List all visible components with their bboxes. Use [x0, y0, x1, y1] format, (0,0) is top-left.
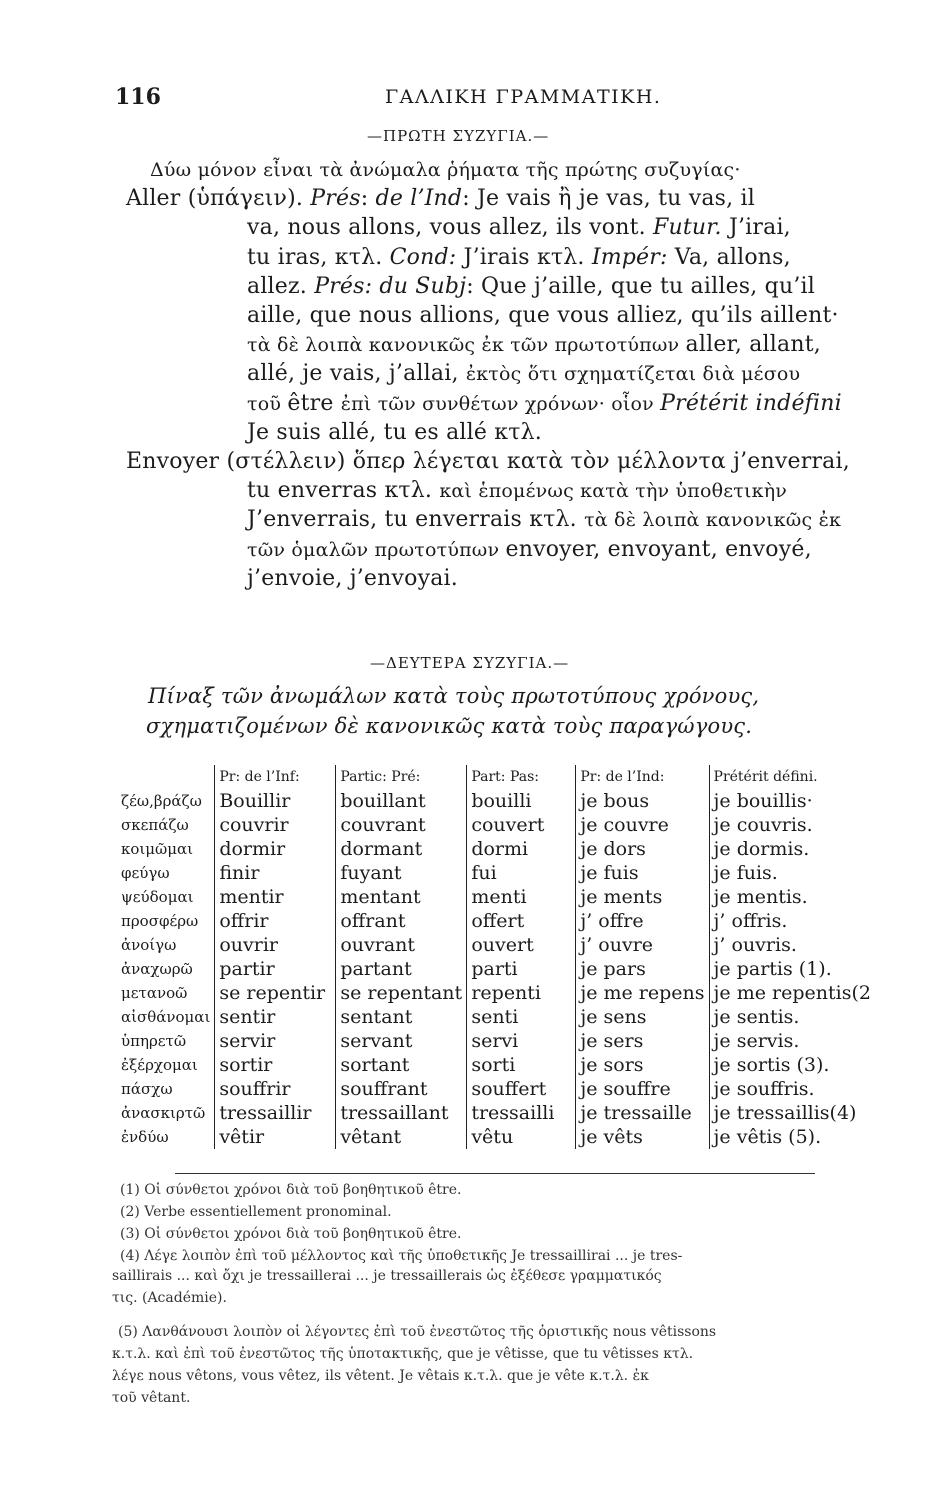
text-run: être — [287, 390, 341, 416]
text-line — [247, 215, 791, 240]
verb-form-cell: ouvrir — [215, 933, 336, 957]
table-row — [121, 909, 875, 933]
verb-form-cell: Bouillir — [215, 789, 336, 813]
greek-meaning-cell: ζέω,βράζω — [121, 792, 202, 810]
verb-form-cell: je sens — [576, 1005, 709, 1029]
page-header — [115, 84, 831, 114]
table-row — [121, 1029, 875, 1053]
verb-form-cell: je sentis. — [709, 1005, 875, 1029]
verb-form-cell: ouvert — [467, 933, 576, 957]
verb-form-cell: sentir — [215, 1005, 336, 1029]
table-row — [121, 981, 875, 1005]
text-run: tu iras, κτλ. — [247, 244, 390, 270]
column-header: Pr: de l’Ind: — [576, 765, 709, 789]
verb-form-cell: je fuis. — [709, 861, 875, 885]
text-run: allé, je vais, j’allai, — [247, 361, 466, 387]
text-run: ἐπὶ τῶν συνθέτων χρόνων· οἷον — [340, 392, 661, 415]
greek-meaning-cell: σκεπάζω — [121, 816, 189, 834]
verb-form-cell: je me repentis(2 — [709, 981, 875, 1005]
verb-form-cell: j’ offre — [576, 909, 709, 933]
text-line — [126, 186, 755, 211]
footnote-line: τις. (Académie). — [112, 1290, 227, 1306]
greek-meaning-cell: ἀναχωρῶ — [121, 960, 193, 978]
text-line — [247, 566, 458, 591]
verb-form-cell: je ments — [576, 885, 709, 909]
verb-form-cell: je vêts — [576, 1125, 709, 1149]
text-run: : Que j’aille, que tu ailles, qu’il — [466, 273, 815, 299]
table-row — [121, 1077, 875, 1101]
text-run: aller, allant, — [685, 332, 821, 358]
footnote-rule — [175, 1173, 815, 1174]
verb-form-cell: tressaillant — [336, 1101, 467, 1125]
text-run: Prétérit indéfini — [660, 390, 842, 416]
greek-meaning-cell: προσφέρω — [121, 912, 199, 930]
text-run: va, nous allons, vous allez, ils vont. — [247, 215, 654, 241]
text-run: de l’Ind — [375, 186, 463, 212]
section-heading-first-conjugation: —ΠΡΩΤΗ ΣΥΖΥΓΙΑ.— — [367, 127, 550, 145]
table-row — [121, 789, 875, 813]
verb-form-cell: vêtir — [215, 1125, 336, 1149]
footnote-line: τοῦ vêtant. — [112, 1390, 191, 1406]
table-row — [121, 1125, 875, 1149]
verb-form-cell: sentant — [336, 1005, 467, 1029]
verb-form-cell: vêtu — [467, 1125, 576, 1149]
table-caption-line-1: Πίναξ τῶν ἀνωμάλων κατὰ τοὺς πρωτοτύπους χρόνους, — [148, 684, 760, 708]
verb-form-cell: je couvre — [576, 813, 709, 837]
verb-form-cell: servant — [336, 1029, 467, 1053]
verb-form-cell: ouvrant — [336, 933, 467, 957]
page-number: 116 — [115, 84, 161, 110]
text-line — [247, 420, 542, 445]
verb-form-cell: je souffre — [576, 1077, 709, 1101]
greek-meaning-cell: ἐξέρχομαι — [121, 1056, 198, 1074]
footnote-line: κ.τ.λ. καὶ ἐπὶ τοῦ ἐνεστῶτος τῆς ὑποτακτικῆς, que je vêtisse, que tu vêtisses κτλ. — [112, 1346, 694, 1362]
verb-form-cell: je dormis. — [709, 837, 875, 861]
verb-form-cell: je sortis (3). — [709, 1053, 875, 1077]
text-line — [247, 391, 842, 416]
running-title: ΓΑΛΛΙΚΗ ΓΡΑΜΜΑΤΙΚΗ. — [385, 86, 662, 108]
column-header: Prétérit défini. — [709, 765, 875, 789]
verb-form-cell: j’ offris. — [709, 909, 875, 933]
verb-form-cell: repenti — [467, 981, 576, 1005]
verb-form-cell: bouilli — [467, 789, 576, 813]
text-run: καὶ ἑπομένως κατὰ τὴν ὑποθετικὴν — [439, 480, 788, 503]
verb-form-cell: menti — [467, 885, 576, 909]
text-run: envoyer, envoyant, envoyé, — [505, 536, 812, 562]
text-line — [247, 245, 791, 270]
text-run: Impér: — [591, 244, 668, 270]
footnote-line: (5) Λανθάνουσι λοιπὸν οἱ λέγοντες ἐπὶ τοῦ ἐνεστῶτος τῆς ὁριστικῆς nous vêtissons — [118, 1324, 717, 1340]
table-row — [121, 861, 875, 885]
greek-meaning-cell: κοιμῶμαι — [121, 840, 194, 858]
text-run: : Je vais ἢ je vas, tu vas, il — [462, 186, 756, 212]
verb-form-cell: tressaillir — [215, 1101, 336, 1125]
verb-form-cell: partant — [336, 957, 467, 981]
verb-form-cell: je me repens — [576, 981, 709, 1005]
text-run: Δύω μόνον εἶναι τὰ ἀνώμαλα ῥήματα τῆς πρώτης συζυγίας· — [150, 159, 741, 181]
greek-meaning-cell: ἐνδύω — [121, 1128, 169, 1146]
column-header: Partic: Pré: — [336, 765, 467, 789]
greek-meaning-cell: φεύγω — [121, 864, 170, 882]
text-run: Va, allons, — [667, 244, 791, 270]
verb-form-cell: sorti — [467, 1053, 576, 1077]
verb-form-cell: je bouillis· — [709, 789, 875, 813]
text-run: τοῦ — [247, 392, 288, 415]
text-line — [150, 157, 741, 182]
verb-form-cell: dormi — [467, 837, 576, 861]
verb-form-cell: je tressaille — [576, 1101, 709, 1125]
greek-meaning-cell: μετανοῶ — [121, 984, 188, 1002]
table-caption-line-2: σχηματιζομένων δὲ κανονικῶς κατὰ τοὺς παραγώγους. — [146, 714, 753, 738]
text-run: τὰ δὲ λοιπὰ κανονικῶς ἐκ τῶν πρωτοτύπων — [247, 334, 686, 357]
text-run: Prés — [310, 186, 361, 212]
greek-meaning-cell: ἀνασκιρτῶ — [121, 1104, 206, 1122]
greek-meaning-cell: ὑπηρετῶ — [121, 1032, 187, 1050]
verb-form-cell: fuyant — [336, 861, 467, 885]
verb-form-cell: servir — [215, 1029, 336, 1053]
verb-form-cell: offert — [467, 909, 576, 933]
text-run: Envoyer (στέλλειν) ὅπερ λέγεται κατὰ τὸν μέλλοντα j’enverrai, — [126, 449, 850, 474]
verb-form-cell: je vêtis (5). — [709, 1125, 875, 1149]
text-line — [247, 507, 841, 532]
table-header-row — [121, 765, 875, 789]
text-run: j’envoie, j’envoyai. — [247, 565, 458, 591]
verb-form-cell: je servis. — [709, 1029, 875, 1053]
verb-form-cell: souffrant — [336, 1077, 467, 1101]
text-line — [247, 537, 812, 562]
verb-form-cell: vêtant — [336, 1125, 467, 1149]
footnote-line: (3) Οἱ σύνθετοι χρόνοι διὰ τοῦ βοηθητικοῦ être. — [120, 1226, 462, 1242]
footnote-line: (2) Verbe essentiellement pronominal. — [120, 1204, 392, 1220]
verb-form-cell: je dors — [576, 837, 709, 861]
verb-form-cell: je souffris. — [709, 1077, 875, 1101]
verb-form-cell: je mentis. — [709, 885, 875, 909]
text-line — [247, 478, 787, 503]
verb-form-cell: mentir — [215, 885, 336, 909]
greek-meaning-cell: ψεύδομαι — [121, 888, 194, 906]
verb-form-cell: parti — [467, 957, 576, 981]
footnote-line: (1) Οἱ σύνθετοι χρόνοι διὰ τοῦ βοηθητικοῦ être. — [120, 1182, 462, 1198]
verb-form-cell: offrir — [215, 909, 336, 933]
text-run: Je suis allé, tu es allé κτλ. — [247, 419, 542, 445]
text-run: Futur. — [653, 215, 722, 241]
table-row — [121, 1053, 875, 1077]
footnote-line: λέγε nous vêtons, vous vêtez, ils vêtent. Je vêtais κ.τ.λ. que je vête κ.τ.λ. ἐκ — [112, 1368, 649, 1384]
verb-form-cell: fui — [467, 861, 576, 885]
text-line — [247, 361, 800, 386]
text-line — [247, 332, 821, 357]
verb-form-cell: offrant — [336, 909, 467, 933]
table-row — [121, 837, 875, 861]
text-run: J’enverrais, tu enverrais κτλ. — [247, 507, 585, 533]
text-run: τῶν ὁμαλῶν πρωτοτύπων — [247, 538, 506, 561]
column-header: Pr: de l’Inf: — [215, 765, 336, 789]
verb-form-cell: j’ ouvre — [576, 933, 709, 957]
table-row — [121, 1005, 875, 1029]
verb-form-cell: je partis (1). — [709, 957, 875, 981]
verb-form-cell: mentant — [336, 885, 467, 909]
verb-form-cell: sortir — [215, 1053, 336, 1077]
verb-form-cell: je sors — [576, 1053, 709, 1077]
verb-form-cell: je pars — [576, 957, 709, 981]
text-run: ἐκτὸς ὅτι σχηματίζεται διὰ μέσου — [465, 363, 801, 386]
verb-form-cell: couvert — [467, 813, 576, 837]
verb-form-cell: je fuis — [576, 861, 709, 885]
table-row — [121, 885, 875, 909]
verb-form-cell: je sers — [576, 1029, 709, 1053]
verb-form-cell: je tressaillis(4) — [709, 1101, 875, 1125]
verb-form-cell: sortant — [336, 1053, 467, 1077]
verb-form-cell: servi — [467, 1029, 576, 1053]
table-row — [121, 1101, 875, 1125]
text-run: Prés: du Subj — [314, 273, 467, 299]
footnote-line: saillirais ... καὶ ὄχι je tressaillerai ... je tressaillerais ὡς ἐξέθεσε γραμματικός — [112, 1268, 662, 1284]
text-run: allez. — [247, 273, 315, 299]
table-row — [121, 813, 875, 837]
text-line — [126, 449, 850, 474]
greek-meaning-cell: πάσχω — [121, 1080, 173, 1098]
verb-form-cell: j’ ouvris. — [709, 933, 875, 957]
greek-meaning-cell: ἀνοίγω — [121, 936, 177, 954]
text-run: Aller (ὑπάγειν). — [126, 186, 311, 212]
verb-form-cell: partir — [215, 957, 336, 981]
text-run: τὰ δὲ λοιπὰ κανονικῶς ἐκ — [584, 509, 842, 532]
verb-form-cell: souffrir — [215, 1077, 336, 1101]
verb-form-cell: bouillant — [336, 789, 467, 813]
text-run: aille, que nous allions, que vous alliez, qu’ils aillent· — [247, 303, 839, 328]
text-line — [247, 274, 815, 299]
column-header: Part: Pas: — [467, 765, 576, 789]
text-run: J’irais κτλ. — [456, 244, 592, 270]
verb-form-cell: je bous — [576, 789, 709, 813]
verb-form-cell: couvrant — [336, 813, 467, 837]
text-run: tu enverras κτλ. — [247, 478, 440, 504]
text-run: J’irai, — [721, 215, 791, 241]
verb-form-cell: se repentant — [336, 981, 467, 1005]
footnote-line: (4) Λέγε λοιπὸν ἐπὶ τοῦ μέλλοντος καὶ τῆς ὑποθετικῆς Je tressaillirai ... je tres- — [120, 1248, 683, 1264]
verb-form-cell: souffert — [467, 1077, 576, 1101]
verb-form-cell: finir — [215, 861, 336, 885]
verb-form-cell: dormant — [336, 837, 467, 861]
table-row — [121, 933, 875, 957]
text-line — [247, 303, 839, 328]
verb-form-cell: dormir — [215, 837, 336, 861]
verb-form-cell: senti — [467, 1005, 576, 1029]
section-heading-second-conjugation: —ΔΕΥΤΕΡΑ ΣΥΖΥΓΙΑ.— — [370, 654, 570, 672]
verb-form-cell: je couvris. — [709, 813, 875, 837]
irregular-verbs-table — [121, 765, 875, 1149]
verb-form-cell: tressailli — [467, 1101, 576, 1125]
verb-form-cell: se repentir — [215, 981, 336, 1005]
table-row — [121, 957, 875, 981]
text-run: : — [360, 186, 376, 212]
greek-meaning-cell: αἰσθάνομαι — [121, 1008, 211, 1026]
verb-form-cell: couvrir — [215, 813, 336, 837]
text-run: Cond: — [389, 244, 457, 270]
